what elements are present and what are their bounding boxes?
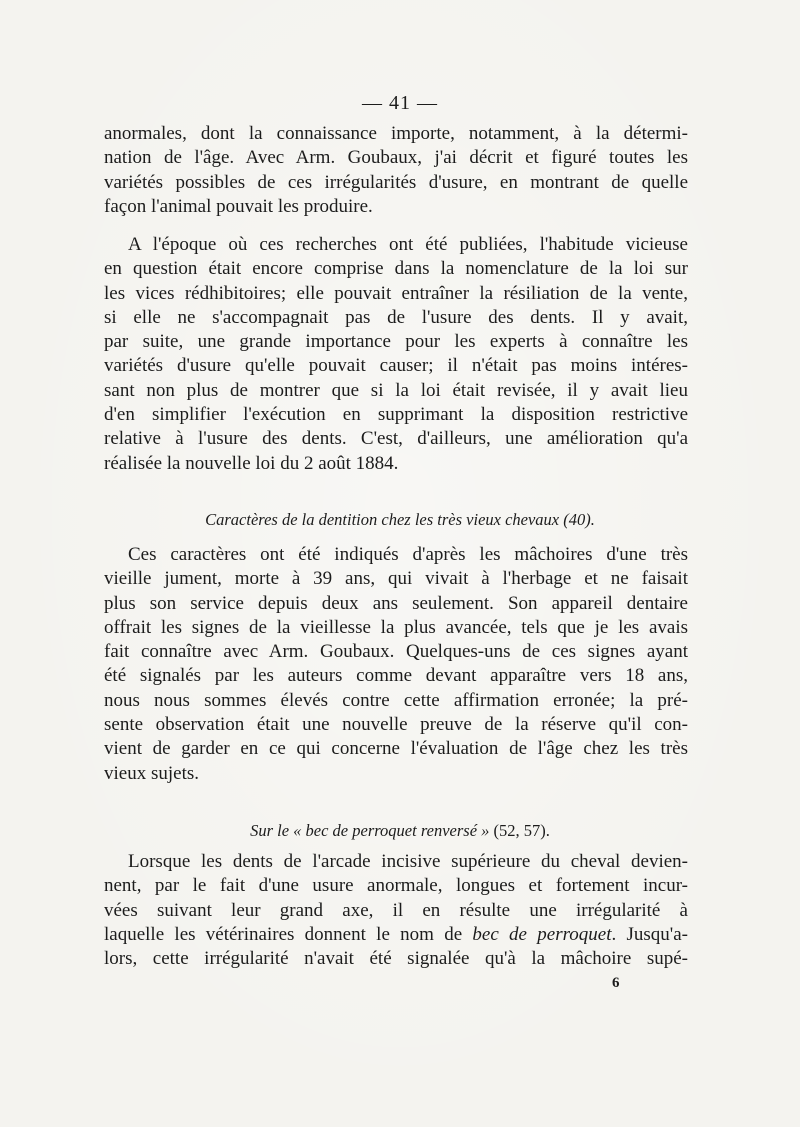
text-line: Lorsque les dents de l'arcade incisive supérieure du cheval devien-	[128, 851, 688, 872]
italic-term: bec de perroquet	[472, 923, 612, 945]
text-line: offrait les signes de la vieillesse la plus avancée, tels que je les avais	[104, 616, 688, 638]
text-line: façon l'animal pouvait les produire.	[104, 195, 373, 217]
section-title-2	[0, 821, 800, 841]
text-line: A l'époque où ces recherches ont été publiées, l'habitude vicieuse	[128, 234, 688, 255]
text-line: fait connaître avec Arm. Goubaux. Quelques-uns de ces signes ayant	[104, 641, 688, 663]
text-line: nous nous sommes élevés contre cette affirmation erronée; la pré-	[104, 689, 688, 711]
paragraph-3	[104, 543, 688, 786]
text-line: lors, cette irrégularité n'avait été signalée qu'à la mâchoire supé-	[104, 948, 688, 970]
text-line: si elle ne s'accompagnait pas de l'usure des dents. Il y avait,	[104, 306, 688, 328]
paragraph-2	[104, 233, 688, 476]
text-line: variétés possibles de ces irrégularités d'usure, en montrant de quelle	[104, 171, 688, 193]
text-line: sente observation était une nouvelle preuve de la réserve qu'il con-	[104, 714, 688, 736]
page-number-header: — 41 —	[362, 92, 438, 114]
text-line: vieux sujets.	[104, 762, 199, 784]
text-line-mixed	[104, 923, 688, 947]
text-line: plus son service depuis deux ans seulement. Son appareil dentaire	[104, 592, 688, 614]
text-line: Ces caractères ont été indiqués d'après les mâchoires d'une très	[128, 544, 688, 565]
text-line: les vices rédhibitoires; elle pouvait entraîner la résiliation de la vente,	[104, 282, 688, 304]
paragraph-4	[104, 850, 688, 971]
text-line: nation de l'âge. Avec Arm. Goubaux, j'ai décrit et figuré toutes les	[104, 147, 688, 169]
section-title-1: Caractères de la dentition chez les très vieux chevaux (40).	[205, 510, 595, 529]
text-line: relative à l'usure des dents. C'est, d'ailleurs, une amélioration qu'a	[104, 428, 688, 450]
text-line: nent, par le fait d'une usure anormale, longues et fortement incur-	[104, 875, 688, 897]
text-line: été signalés par les auteurs comme devant apparaître vers 18 ans,	[104, 665, 688, 687]
text-line: vées suivant leur grand axe, il en résulte une irrégularité à	[104, 899, 688, 921]
section-title-italic: Sur le « bec de perroquet renversé »	[250, 821, 490, 840]
text-line: vieille jument, morte à 39 ans, qui vivait à l'herbage et ne faisait	[104, 568, 688, 590]
text-line: d'en simplifier l'exécution en supprimant la disposition restrictive	[104, 404, 688, 426]
signature-mark: 6	[612, 975, 620, 991]
text-line: par suite, une grande importance pour les experts à connaître les	[104, 331, 688, 353]
text-line: anormales, dont la connaissance importe, notamment, à la détermi-	[104, 123, 688, 144]
paragraph-1	[104, 122, 688, 219]
text-line: vient de garder en ce qui concerne l'évaluation de l'âge chez les très	[104, 738, 688, 760]
text-fragment: laquelle les vétérinaires donnent le nom de	[104, 923, 463, 945]
text-line: variétés d'usure qu'elle pouvait causer; il n'était pas moins intéres-	[104, 355, 688, 377]
section-title-reference: (52, 57).	[493, 821, 550, 840]
text-line: réalisée la nouvelle loi du 2 août 1884.	[104, 452, 399, 474]
text-line: sant non plus de montrer que si la loi était revisée, il y avait lieu	[104, 379, 688, 401]
text-line: en question était encore comprise dans la nomenclature de la loi sur	[104, 258, 688, 280]
text-fragment: . Jusqu'a-	[611, 923, 688, 945]
